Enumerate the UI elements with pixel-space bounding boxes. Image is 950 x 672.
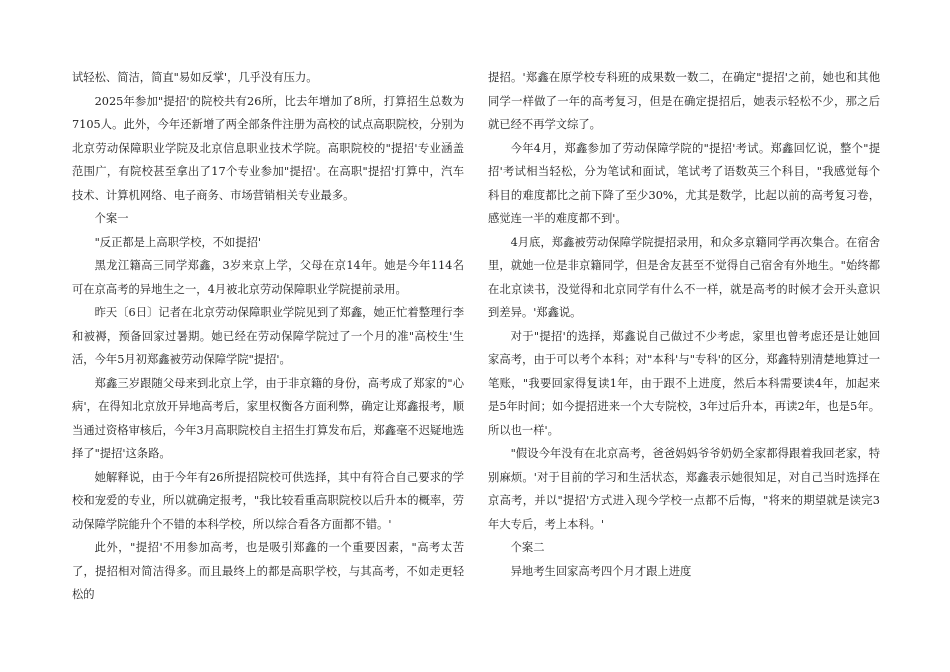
paragraph: 她解释说，由于今年有26所提招院校可供选择，其中有符合自己要求的学校和宠爱的专业，所以就确定报考，"我比较看重高职院校以后升本的概率，劳动保障学院能升个不错的本科学校，所以综合看各方面都不错。' [72,470,464,531]
paragraph: 个案一 [94,212,129,225]
paragraph: 提招。'郑鑫在原学校专科班的成果数一数二，在确定"提招'之前，她也和其他同学一样做了一年的高考复习，但是在确定提招后，她表示轻松不少，那之后就已经不再学文综了。 [488,71,880,131]
paragraph: 昨天〔6日〕记者在北京劳动保障职业学院见到了郑鑫，她正忙着整理行李和被褥，预备回家过暑期。她已经在劳动保障学院过了一个月的准"高校生'生活，今年5月初郑鑫被劳动保障学院"提招'。 [72,306,464,366]
paragraph: 异地考生回家高考四个月才跟上进度 [510,564,692,578]
paragraph: 黑龙江籍高三同学郑鑫，3岁来京上学，父母在京14年。她是今年114名可在京高考的异地生之一，4月被北京劳动保障职业学院提前录用。 [72,259,464,296]
paragraph: 2025年参加"提招'的院校共有26所，比去年增加了8所，打算招生总数为7105人。此外，今年还新增了两全部条件注册为高校的试点高职院校，分别为北京劳动保障职业学院及北京信息职业技术学院。高职院校的"提招'专业涵盖范围广，有院校甚至拿出了17个专业参加"提招'。在高职"提招'打算中，汽车技术、计算机网络、电子商务、市场营销相关专业最多。 [72,94,464,202]
right-column [488,66,880,583]
paragraph: "假设今年没有在北京高考，爸爸妈妈爷爷奶奶全家都得跟着我回老家，特别麻烦。'对于目前的学习和生活状态，郑鑫表示她很知足，对自己当时选择在京高考，并以"提招'方式进入现今学校一点都不后悔，"将来的期望就是读完3年大专后，考上本科。' [488,447,880,531]
paragraph: 郑鑫三岁跟随父母来到北京上学，由于非京籍的身份，高考成了郑家的"心病'，在得知北京放开异地高考后，家里权衡各方面利弊，确定让郑鑫报考，顺当通过资格审核后，今年3月高职院校自主招生打算发布后，郑鑫毫不迟疑地选择了"提招'这条路。 [72,376,464,460]
paragraph: 个案二 [510,541,545,554]
paragraph: 此外，"提招'不用参加高考，也是吸引郑鑫的一个重要因素，"高考太苦了，提招相对简洁得多。而且最终上的都是高职学校，与其高考，不如走更轻松的 [72,541,464,601]
paragraph: "反正都是上高职学校，不如提招' [94,235,262,249]
paragraph: 4月底，郑鑫被劳动保障学院提招录用，和众多京籍同学再次集合。在宿舍里，就她一位是非京籍同学，但是舍友甚至不觉得自己宿舍有外地生。"始终都在北京读书，没觉得和北京同学有什么不一样，就是高考的时候才会开头意识到差异。'郑鑫说。 [488,235,880,319]
left-column [72,66,464,607]
paragraph: 对于"提招'的选择，郑鑫说自己做过不少考虑，家里也曾考虑还是让她回家高考，由于可以考个本科；对"本科'与"专科'的区分，郑鑫特别清楚地算过一笔账，"我要回家得复读1年，由于跟不上进度，然后本科需要读4年，加起来是5年时间；如今提招进来一个大专院校，3年过后升本，再读2年，也是5年。所以也一样'。 [488,329,880,437]
paragraph: 试轻松、简洁，简直"易如反掌'，几乎没有压力。 [72,71,318,84]
paragraph: 今年4月，郑鑫参加了劳动保障学院的"提招'考试。郑鑫回忆说，整个"提招'考试相当轻松，分为笔试和面试，笔试考了语数英三个科目，"我感觉每个科目的难度都比之前下降了至少30%，尤其是数学，比起以前的高考复习卷，感觉连一半的难度都不到'。 [488,141,880,225]
